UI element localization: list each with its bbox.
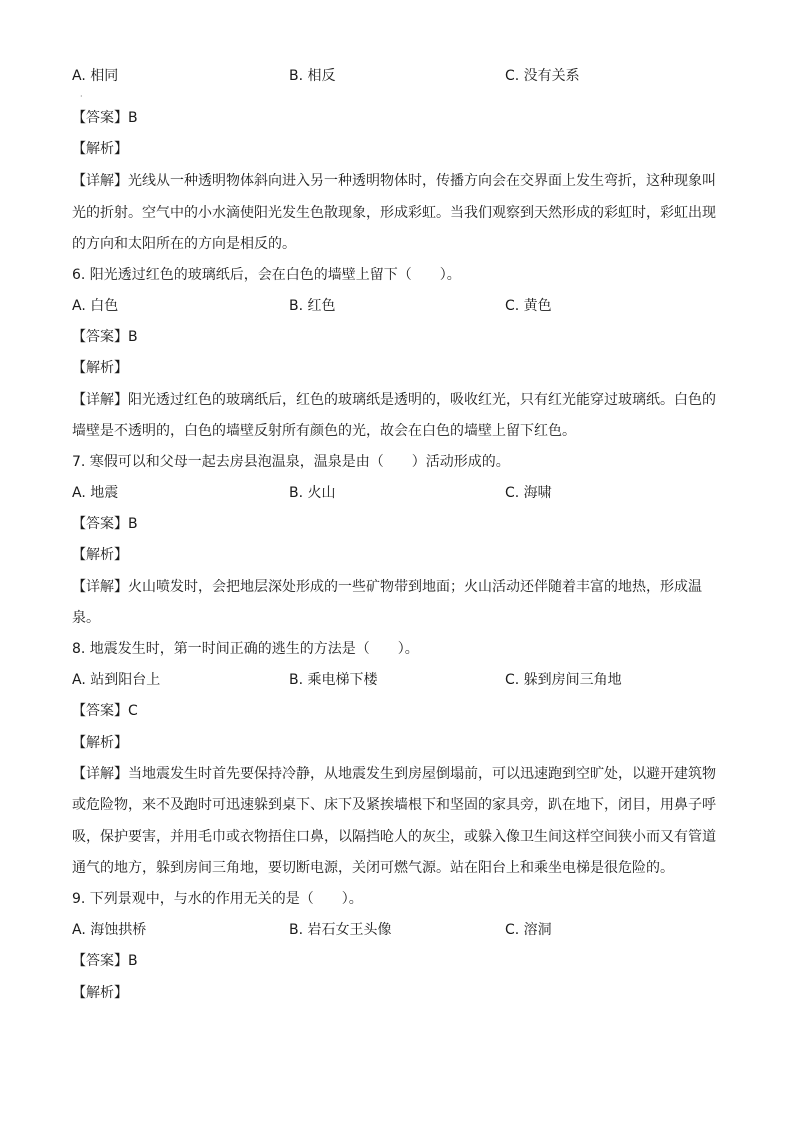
q9-analysis-label: 【解析】 — [72, 985, 128, 1001]
q5-option-b: B. 相反 — [289, 68, 336, 84]
q8-detail-line-1: 【详解】当地震发生时首先要保持冷静，从地震发生到房屋倒塌前，可以迅速跑到空旷处，以避开建筑物 — [72, 766, 716, 782]
q5-detail-line-2: 光的折射。空气中的小水滴使阳光发生色散现象，形成彩虹。当我们观察到天然形成的彩虹时，彩虹出现 — [72, 205, 716, 221]
q6-option-c: C. 黄色 — [505, 298, 552, 314]
q6-detail-line-2: 墙壁是不透明的，白色的墙壁反射所有颜色的光，故会在白色的墙壁上留下红色。 — [72, 423, 576, 439]
q6-option-a: A. 白色 — [72, 298, 119, 314]
q8-answer: 【答案】C — [72, 703, 138, 719]
q9-option-c: C. 溶洞 — [505, 922, 552, 938]
q8-option-a: A. 站到阳台上 — [72, 672, 161, 688]
q5-answer: 【答案】B — [72, 110, 138, 126]
q8-detail-line-4: 通气的地方，躲到房间三角地，要切断电源，关闭可燃气源。站在阳台上和乘坐电梯是很危险的。 — [72, 860, 674, 876]
q5-analysis-label: 【解析】 — [72, 141, 128, 157]
q8-detail-line-2: 或危险物，来不及跑时可迅速躲到桌下、床下及紧挨墙根下和坚固的家具旁，趴在地下，闭目，用鼻子呼 — [72, 797, 716, 813]
q7-answer: 【答案】B — [72, 516, 138, 532]
q6-question: 6. 阳光透过红色的玻璃纸后，会在白色的墙壁上留下（ ）。 — [72, 267, 461, 283]
q5-detail-line-1: 【详解】光线从一种透明物体斜向进入另一种透明物体时，传播方向会在交界面上发生弯折，这种现象叫 — [72, 173, 716, 189]
q9-answer: 【答案】B — [72, 953, 138, 969]
q8-detail-line-3: 吸，保护要害，并用毛巾或衣物捂住口鼻，以隔挡呛人的灰尘，或躲入像卫生间这样空间狭小而又有管道 — [72, 829, 716, 845]
q6-option-b: B. 红色 — [289, 298, 336, 314]
q8-option-b: B. 乘电梯下楼 — [289, 672, 378, 688]
q6-answer: 【答案】B — [72, 329, 138, 345]
q9-option-a: A. 海蚀拱桥 — [72, 922, 147, 938]
q7-option-a: A. 地震 — [72, 485, 119, 501]
q8-question: 8. 地震发生时，第一时间正确的逃生的方法是（ ）。 — [72, 641, 419, 657]
q9-question: 9. 下列景观中，与水的作用无关的是（ ）。 — [72, 891, 363, 907]
q7-detail-line-2: 泉。 — [72, 610, 100, 626]
stray-dot-mark: · — [80, 92, 83, 101]
q5-option-a: A. 相同 — [72, 68, 119, 84]
q9-option-b: B. 岩石女王头像 — [289, 922, 392, 938]
q5-detail-line-3: 的方向和太阳所在的方向是相反的。 — [72, 236, 296, 252]
q7-option-b: B. 火山 — [289, 485, 336, 501]
q7-detail-line-1: 【详解】火山喷发时，会把地层深处形成的一些矿物带到地面；火山活动还伴随着丰富的地热，形成温 — [72, 579, 702, 595]
q7-option-c: C. 海啸 — [505, 485, 552, 501]
q5-option-c: C. 没有关系 — [505, 68, 580, 84]
q8-analysis-label: 【解析】 — [72, 735, 128, 751]
q7-question: 7. 寒假可以和父母一起去房县泡温泉，温泉是由（ ）活动形成的。 — [72, 454, 510, 470]
q7-analysis-label: 【解析】 — [72, 547, 128, 563]
q8-option-c: C. 躲到房间三角地 — [505, 672, 622, 688]
q6-detail-line-1: 【详解】阳光透过红色的玻璃纸后，红色的玻璃纸是透明的，吸收红光，只有红光能穿过玻璃纸。白色的 — [72, 392, 716, 408]
q6-analysis-label: 【解析】 — [72, 360, 128, 376]
